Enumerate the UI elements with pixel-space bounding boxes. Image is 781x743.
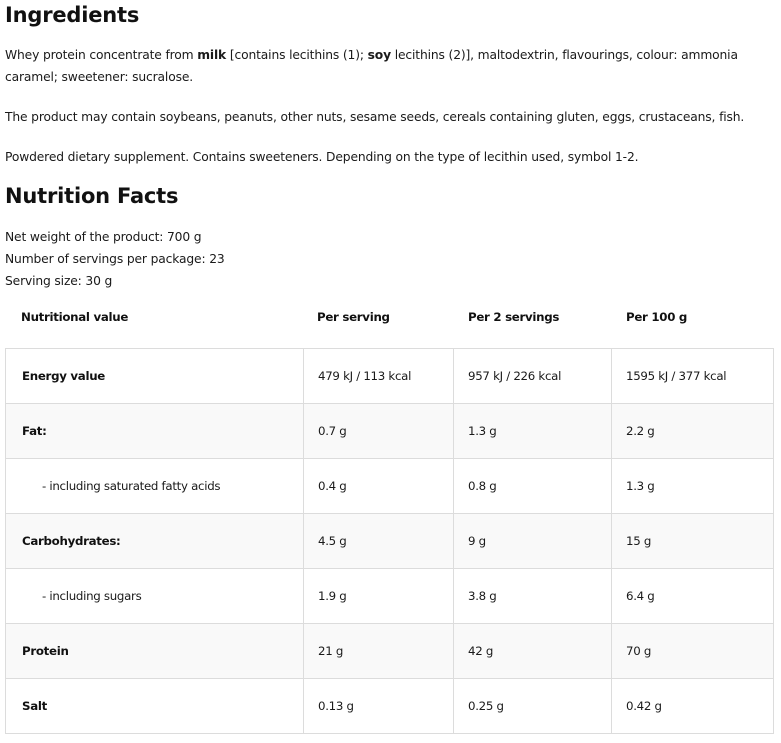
per-2-servings-value: 3.8 g <box>454 569 612 624</box>
serving-size: Serving size: 30 g <box>5 274 113 288</box>
per-100g-value: 0.42 g <box>612 679 774 734</box>
nutrition-table-header <box>5 310 773 330</box>
row-label: Protein <box>6 624 304 679</box>
ingredients-heading: Ingredients <box>5 3 140 27</box>
per-2-servings-value: 957 kJ / 226 kcal <box>454 349 612 404</box>
per-100g-value: 15 g <box>612 514 774 569</box>
per-serving-value: 0.7 g <box>304 404 454 459</box>
per-serving-value: 479 kJ / 113 kcal <box>304 349 454 404</box>
may-contain-notice: The product may contain soybeans, peanuts, other nuts, sesame seeds, cereals containing gluten, eggs, crustaceans, fish. <box>5 110 745 124</box>
allergen-soy: soy <box>367 48 391 62</box>
per-100g-value: 1595 kJ / 377 kcal <box>612 349 774 404</box>
net-weight: Net weight of the product: 700 g <box>5 230 202 244</box>
per-serving-value: 0.13 g <box>304 679 454 734</box>
per-serving-value: 21 g <box>304 624 454 679</box>
column-header-per-serving: Per serving <box>317 310 390 324</box>
composition-text: lecithins (2)], maltodextrin, flavourings, colour: ammonia caramel; sweetener: sucralose. <box>5 48 738 84</box>
row-label: Energy value <box>6 349 304 404</box>
table-row-energy <box>6 349 774 404</box>
table-row-fat <box>6 404 774 459</box>
row-label: Carbohydrates: <box>6 514 304 569</box>
per-serving-value: 4.5 g <box>304 514 454 569</box>
supplement-note: Powdered dietary supplement. Contains sweeteners. Depending on the type of lecithin used, symbol 1-2. <box>5 150 639 164</box>
per-2-servings-value: 9 g <box>454 514 612 569</box>
column-header-per-100g: Per 100 g <box>626 310 688 324</box>
column-header-per-2-servings: Per 2 servings <box>468 310 560 324</box>
per-100g-value: 2.2 g <box>612 404 774 459</box>
per-serving-value: 0.4 g <box>304 459 454 514</box>
composition-text: [contains lecithins (1); <box>226 48 368 62</box>
composition-text: Whey protein concentrate from <box>5 48 198 62</box>
column-header-nutritional-value: Nutritional value <box>21 310 129 324</box>
package-info <box>5 226 225 292</box>
per-100g-value: 1.3 g <box>612 459 774 514</box>
per-100g-value: 6.4 g <box>612 569 774 624</box>
table-row-protein <box>6 624 774 679</box>
row-label: Fat: <box>6 404 304 459</box>
per-2-servings-value: 1.3 g <box>454 404 612 459</box>
per-serving-value: 1.9 g <box>304 569 454 624</box>
ingredients-composition <box>5 44 775 88</box>
row-label: - including saturated fatty acids <box>6 459 304 514</box>
table-row-saturated-fat <box>6 459 774 514</box>
allergen-milk: milk <box>197 48 227 62</box>
row-label: - including sugars <box>6 569 304 624</box>
table-row-salt <box>6 679 774 734</box>
per-100g-value: 70 g <box>612 624 774 679</box>
per-2-servings-value: 0.8 g <box>454 459 612 514</box>
nutrition-table <box>5 348 774 734</box>
servings-per-package: Number of servings per package: 23 <box>5 252 225 266</box>
table-row-carbohydrates <box>6 514 774 569</box>
table-row-sugars <box>6 569 774 624</box>
nutrition-heading: Nutrition Facts <box>5 184 179 208</box>
row-label: Salt <box>6 679 304 734</box>
per-2-servings-value: 0.25 g <box>454 679 612 734</box>
per-2-servings-value: 42 g <box>454 624 612 679</box>
